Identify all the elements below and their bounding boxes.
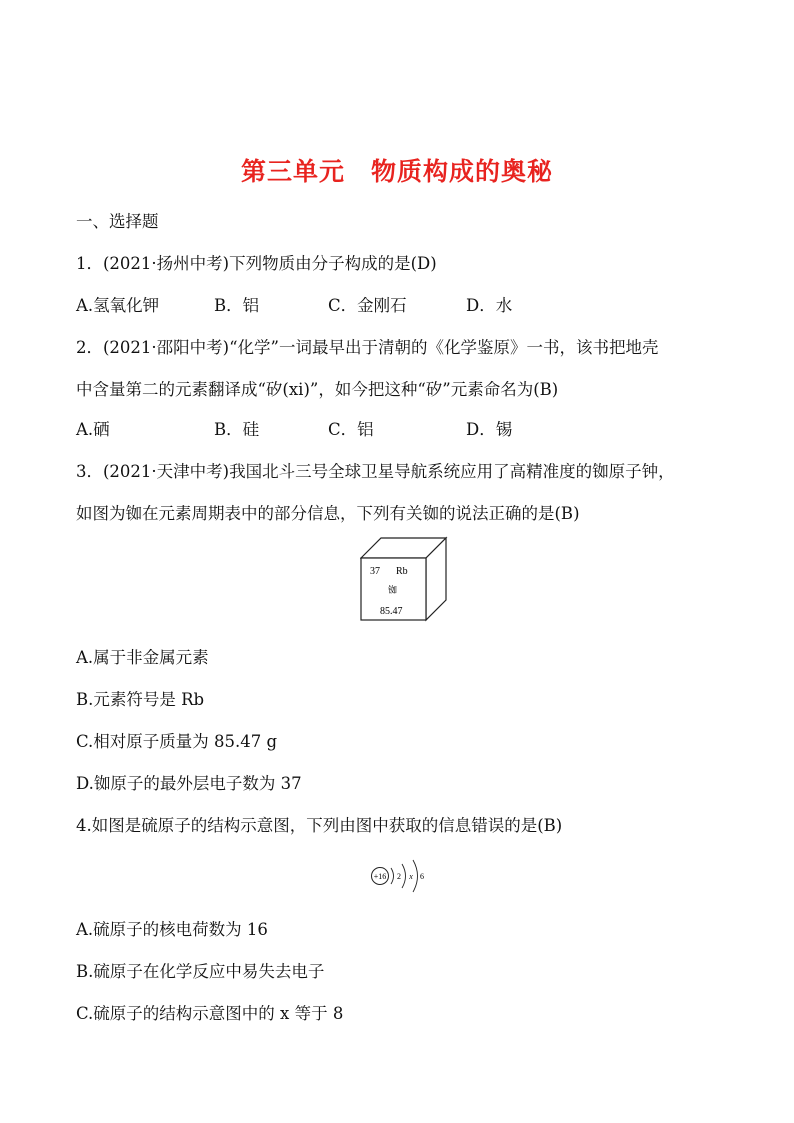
q3-option-c: C.相对原子质量为 85.47 g	[76, 732, 278, 751]
rubidium-element-cell-figure	[360, 536, 450, 626]
q3-option-d: D.铷原子的最外层电子数为 37	[76, 774, 302, 793]
element-mass: 85.47	[380, 606, 403, 617]
sulfur-atom-structure-figure	[368, 856, 434, 896]
q1-option-c: C．金刚石	[328, 296, 407, 315]
element-symbol: Rb	[396, 566, 408, 577]
shell-2-electrons: x	[409, 872, 413, 881]
shell-1-electrons: 2	[397, 872, 401, 881]
question-2-line-2: 中含量第二的元素翻译成“矽(xi)”，如今把这种“矽”元素命名为(B)	[76, 380, 559, 399]
question-2-line-1: 2．(2021·邵阳中考)“化学”一词最早出于清朝的《化学鉴原》一书，该书把地壳	[76, 338, 659, 357]
q4-option-c: C.硫原子的结构示意图中的 x 等于 8	[76, 1004, 344, 1023]
q2-option-c: C．铝	[328, 420, 374, 439]
q3-option-a: A.属于非金属元素	[76, 648, 209, 667]
question-3-line-1: 3．(2021·天津中考)我国北斗三号全球卫星导航系统应用了高精准度的铷原子钟，	[76, 462, 675, 481]
question-3-line-2: 如图为铷在元素周期表中的部分信息，下列有关铷的说法正确的是(B)	[76, 504, 580, 523]
q4-option-b: B.硫原子在化学反应中易失去电子	[76, 962, 325, 981]
q4-option-a: A.硫原子的核电荷数为 16	[76, 920, 268, 939]
shell-3-electrons: 6	[420, 872, 424, 881]
element-number: 37	[370, 566, 380, 577]
q2-option-d: D．锡	[466, 420, 513, 439]
q1-option-a: A.氢氧化钾	[76, 296, 160, 315]
element-name: 铷	[388, 586, 398, 596]
q1-option-d: D．水	[466, 296, 513, 315]
nucleus-charge: +16	[373, 872, 387, 881]
q2-option-b: B．硅	[214, 420, 260, 439]
section-heading: 一、选择题	[76, 212, 159, 231]
question-4: 4.如图是硫原子的结构示意图，下列由图中获取的信息错误的是(B)	[76, 816, 563, 835]
q2-option-a: A.硒	[76, 420, 110, 439]
q1-option-b: B．铝	[214, 296, 260, 315]
page-title: 第三单元 物质构成的奥秘	[240, 157, 553, 186]
q3-option-b: B.元素符号是 Rb	[76, 690, 205, 709]
question-1: 1．(2021·扬州中考)下列物质由分子构成的是(D)	[76, 254, 437, 273]
